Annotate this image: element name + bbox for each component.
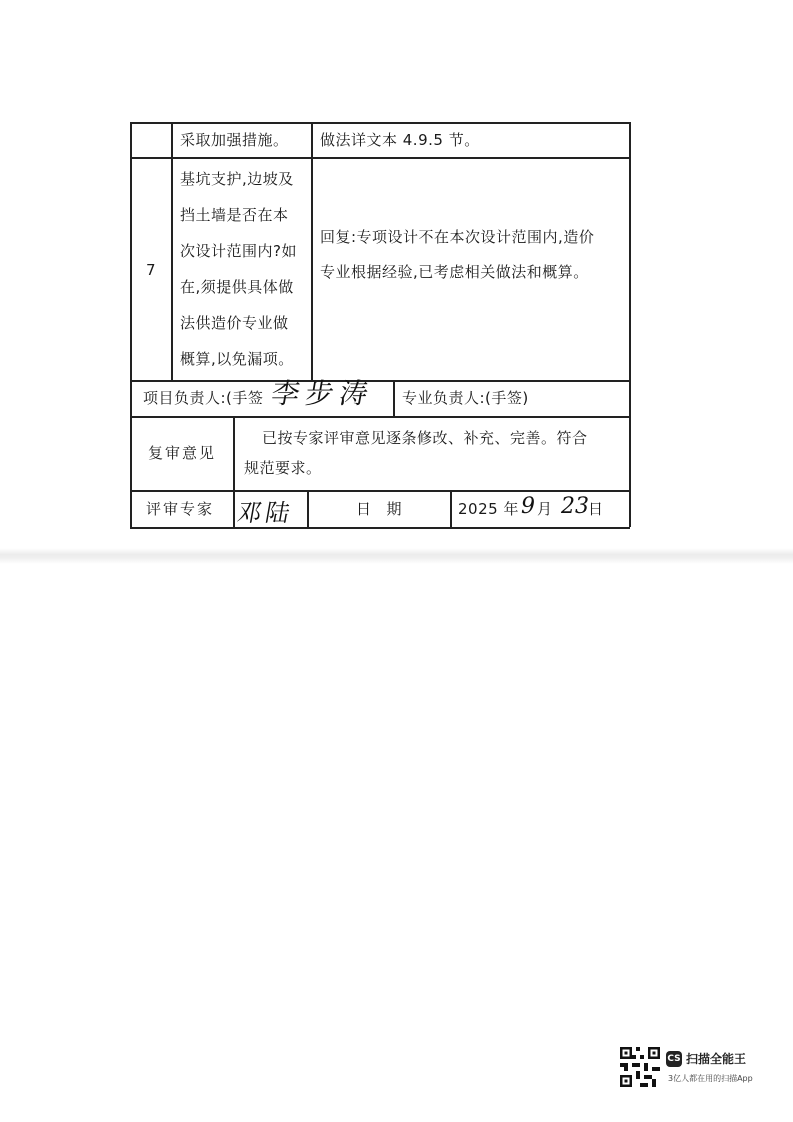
review-opinion-line: 已按专家评审意见逐条修改、补充、完善。符合 <box>262 429 588 447</box>
col-divider <box>307 490 309 527</box>
scanner-tagline: 3亿人都在用的扫描App <box>668 1074 753 1083</box>
item-7-text <box>180 164 310 375</box>
date-month: 9 <box>521 494 535 519</box>
date-month-label: 月 <box>537 500 553 518</box>
row-divider <box>130 157 630 159</box>
item-7-line: 挡土墙是否在本 <box>180 206 289 224</box>
col-divider <box>171 122 173 380</box>
table-bottom-border <box>130 527 630 529</box>
date-day: 23 <box>561 494 589 519</box>
review-opinion <box>244 423 626 483</box>
qr-code-icon <box>620 1047 660 1087</box>
item-7-line: 概算,以免漏项。 <box>180 350 294 368</box>
reply-7-line: 回复:专项设计不在本次设计范围内,造价 <box>320 228 595 246</box>
date-year: 2025 年 <box>458 500 519 518</box>
review-opinion-line: 规范要求。 <box>244 459 322 477</box>
review-label: 复审意见 <box>148 444 217 462</box>
camscanner-logo-icon: CS <box>666 1051 682 1067</box>
prev-item-text: 采取加强措施。 <box>180 131 289 149</box>
row-divider <box>130 380 630 382</box>
item-7-line: 次设计范围内?如 <box>180 242 297 260</box>
scanner-watermark <box>620 1047 770 1091</box>
row-number: 7 <box>146 261 157 279</box>
reply-7-line: 专业根据经验,已考虑相关做法和概算。 <box>320 263 589 281</box>
row-divider <box>130 416 630 418</box>
prev-reply-text: 做法详文本 4.9.5 节。 <box>320 131 480 149</box>
col-divider <box>311 122 313 380</box>
col-divider <box>233 416 235 527</box>
table-right-border <box>629 122 631 527</box>
table-top-border <box>130 122 630 124</box>
reply-7-text <box>320 222 625 288</box>
expert-label: 评审专家 <box>146 500 215 518</box>
date-day-label: 日 <box>588 500 604 518</box>
col-divider <box>393 380 395 416</box>
table-left-border <box>130 122 132 527</box>
item-7-line: 基坑支护,边坡及 <box>180 170 294 188</box>
col-divider <box>450 490 452 527</box>
expert-signature: 邓陆 <box>235 499 297 527</box>
item-7-line: 法供造价专业做 <box>180 314 289 332</box>
scan-edge-band <box>0 548 793 564</box>
scanner-app-name: 扫描全能王 <box>686 1052 747 1066</box>
project-lead-label: 项目负责人:(手签 <box>143 389 264 407</box>
row-divider <box>130 490 630 492</box>
discipline-lead-label: 专业负责人:(手签) <box>402 389 529 407</box>
item-7-line: 在,须提供具体做 <box>180 278 294 296</box>
date-label: 日 期 <box>356 500 404 518</box>
project-lead-signature: 李步涛 <box>268 377 377 410</box>
